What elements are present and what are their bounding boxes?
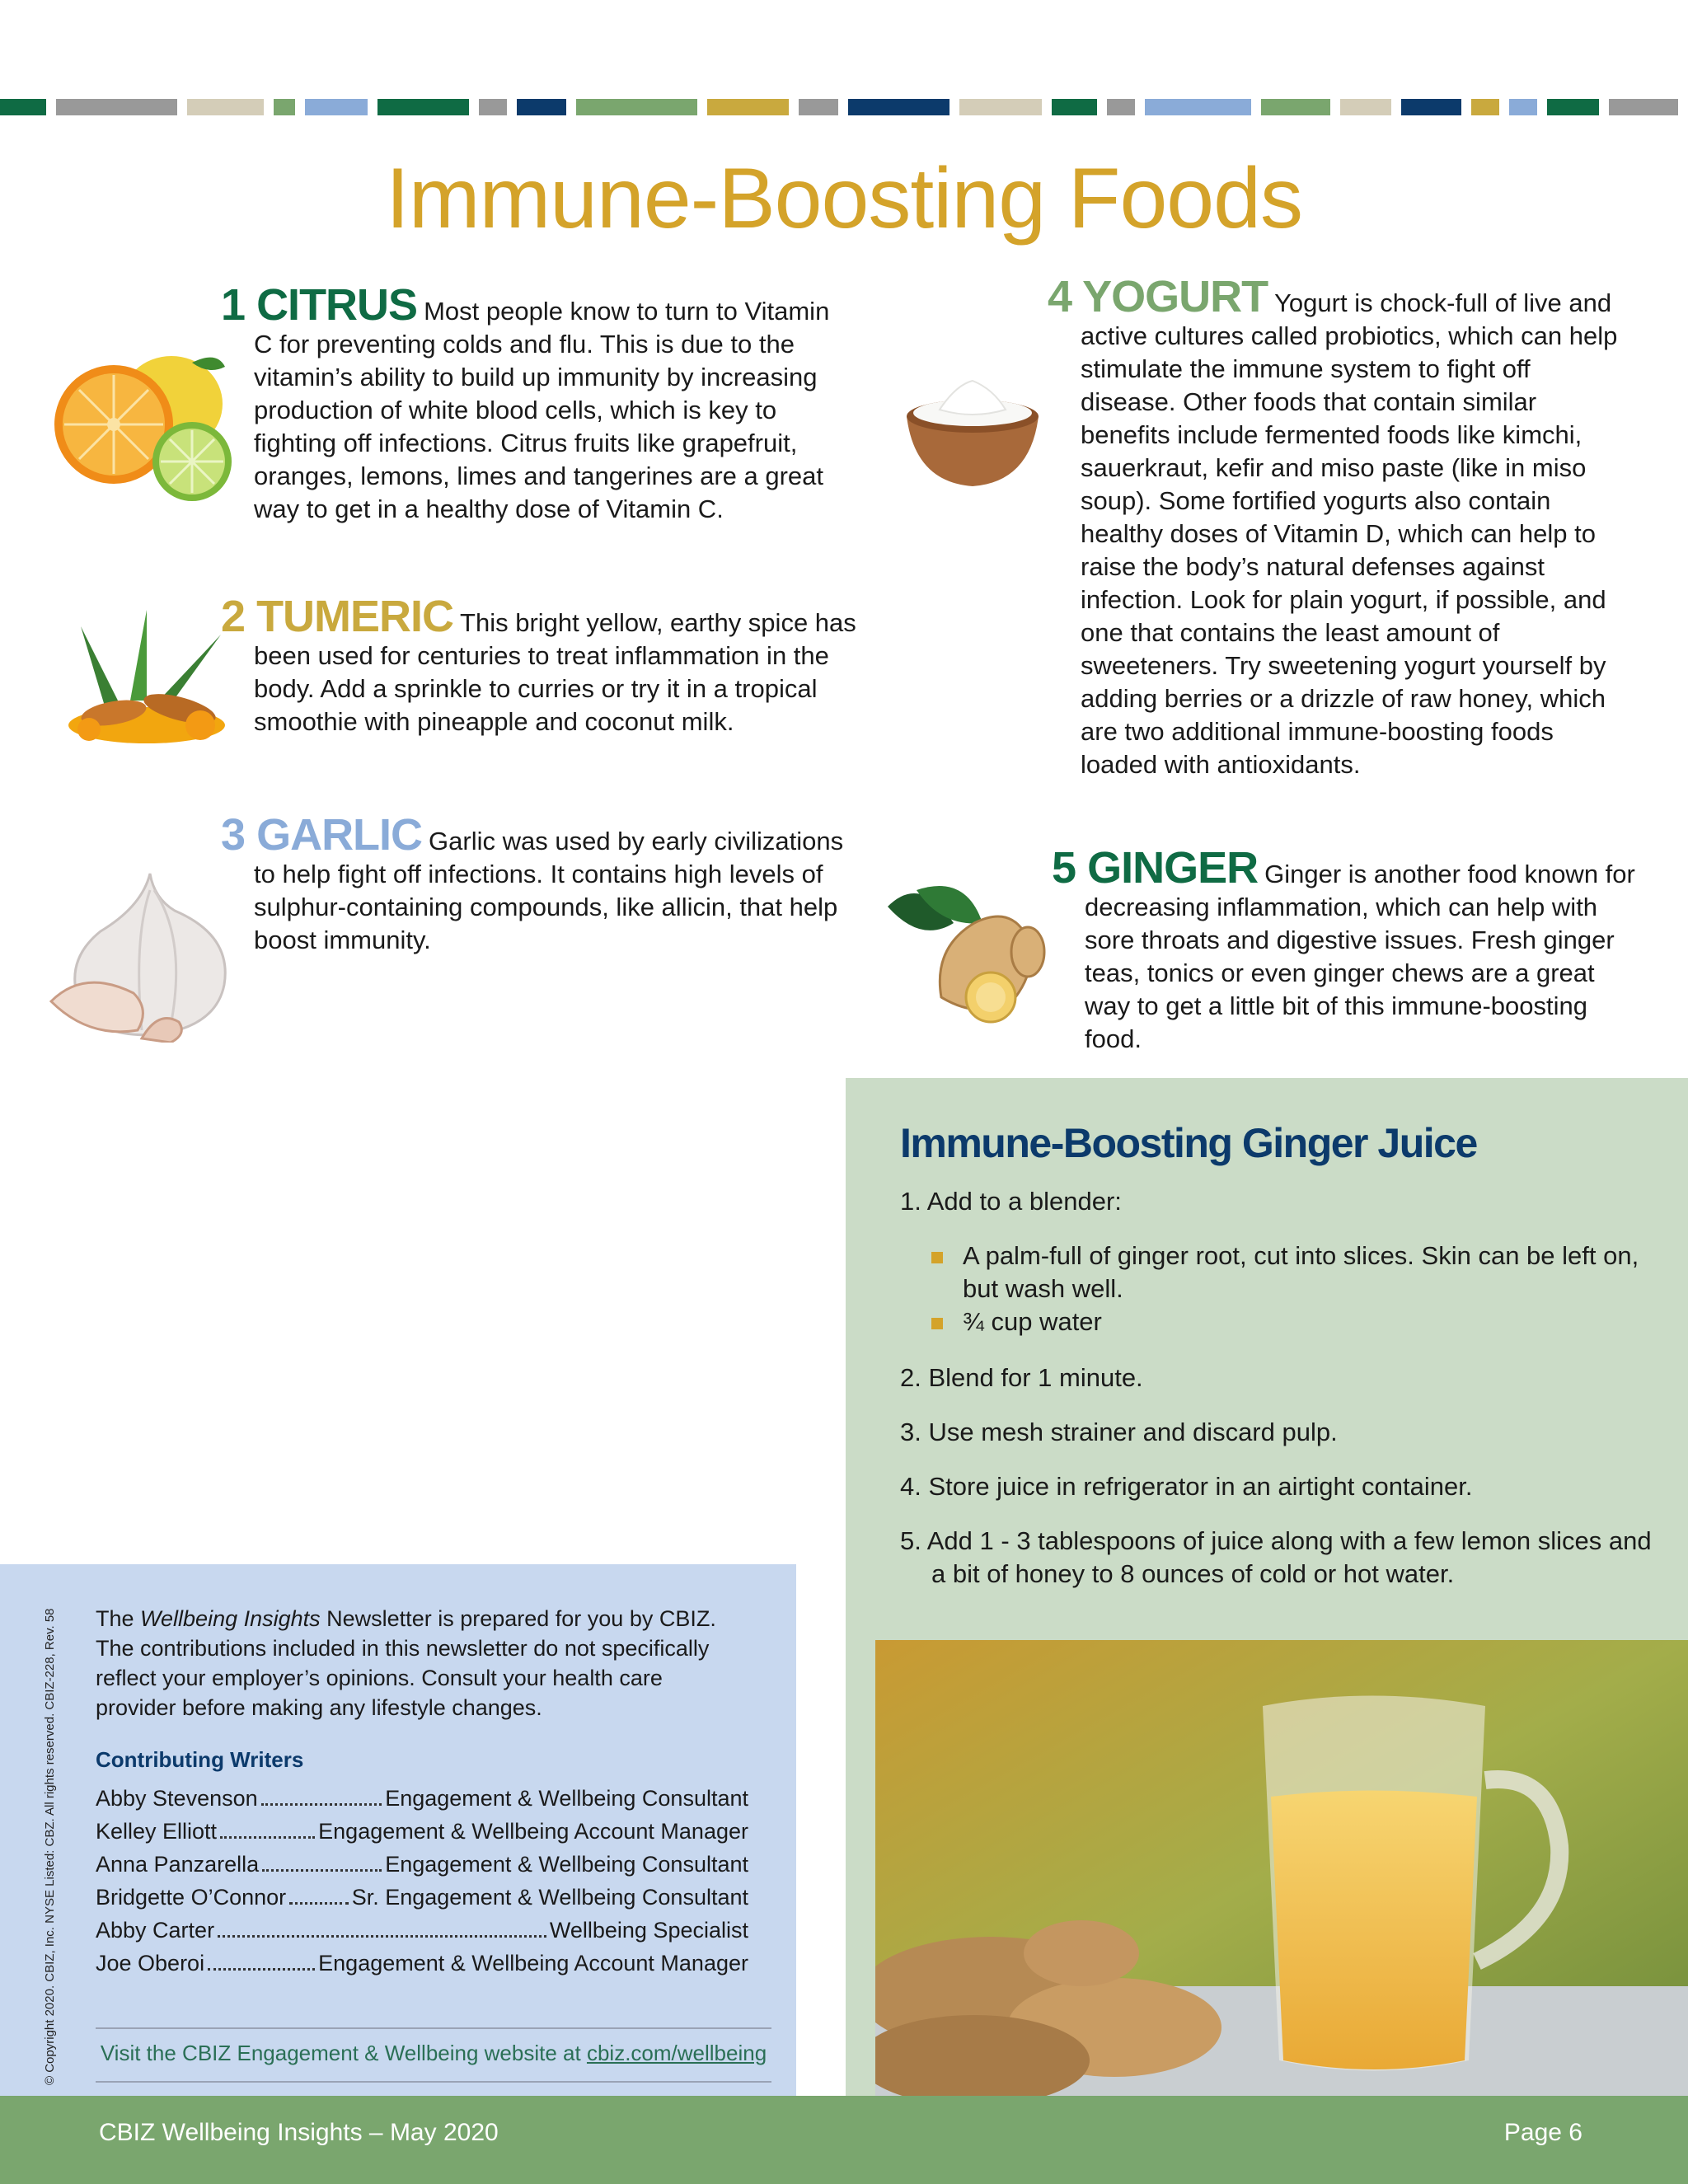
food-description: Ginger is another food known for decreasing inflammation, which can help with sore throats and digestive issues. Fresh ginger teas, tonics or even ginger chews are a great way to get a little bit of this immune-boosting food. [1085,860,1635,1053]
copyright-notice: © Copyright 2020. CBIZ, Inc. NYSE Listed: CBZ. All rights reserved. CBIZ-228, Rev. 58 [43,1608,57,2085]
citrus-fruit-icon [48,346,237,503]
stripe-segment [1609,99,1678,115]
stripe-segment [56,99,177,115]
contributor-row: Joe Oberoi Engagement & Wellbeing Account Manager [96,1951,748,1975]
food-description: Most people know to turn to Vitamin C for preventing colds and flu. This is due to the vitamin’s ability to build up immunity by increasing production of white blood cells, which is key to fighting off infections. Citrus fruits like grapefruit, oranges, lemons, limes and tangerines are a great way to get in a healthy dose of Vitamin C. [254,297,830,523]
stripe-segment [799,99,838,115]
stripe-segment [1471,99,1499,115]
food-item-garlic [221,810,847,957]
recipe-steps [900,1185,1658,1612]
divider [96,2081,771,2083]
food-heading: 4 YOGURT [1048,272,1268,321]
food-item-ginger [1052,843,1645,1056]
newsletter-info-box [0,1564,796,2096]
stripe-segment [0,99,46,115]
stripe-segment [479,99,507,115]
website-note: Visit the CBIZ Engagement & Wellbeing website at cbiz.com/wellbeing [100,2041,767,2065]
color-stripe [0,99,1688,115]
stripe-segment [305,99,368,115]
stripe-segment [1052,99,1098,115]
stripe-segment [848,99,950,115]
stripe-segment [187,99,264,115]
stripe-segment [1340,99,1391,115]
stripe-segment [1145,99,1251,115]
contributor-row: Abby Stevenson Engagement & Wellbeing Consultant [96,1786,748,1811]
yogurt-bowl-icon [898,350,1047,499]
recipe-title: Immune-Boosting Ginger Juice [900,1120,1477,1166]
garlic-icon [43,865,241,1043]
stripe-segment [517,99,566,115]
stripe-segment [377,99,469,115]
food-heading: 3 GARLIC [221,810,423,860]
recipe-step: 4. Store juice in refrigerator in an airtight container. [900,1472,1473,1501]
ginger-root-icon [884,874,1073,1026]
recipe-step: 3. Use mesh strainer and discard pulp. [900,1418,1338,1446]
food-item-yogurt [1048,272,1625,781]
ingredient-item: A palm-full of ginger root, cut into slices. Skin can be left on, but wash well. [931,1240,1658,1305]
contributor-row: Kelley Elliott Engagement & Wellbeing Account Manager [96,1819,748,1844]
stripe-segment [707,99,789,115]
contributor-row: Abby Carter Wellbeing Specialist [96,1918,748,1943]
ginger-juice-photo [875,1640,1688,2096]
footer-newsletter-title: CBIZ Wellbeing Insights – May 2020 [99,2119,499,2146]
stripe-segment [576,99,697,115]
stripe-segment [959,99,1041,115]
contributor-row: Anna Panzarella Engagement & Wellbeing Consultant [96,1852,748,1877]
food-item-tumeric [221,592,864,738]
stripe-segment [1401,99,1462,115]
stripe-segment [1547,99,1600,115]
food-description: Garlic was used by early civilizations to help fight off infections. It contains high levels of sulphur-containing compounds, like allicin, that help boost immunity. [254,827,844,954]
food-heading: 2 TUMERIC [221,592,454,641]
ingredient-item: ¾ cup water [931,1305,1658,1338]
stripe-segment [1509,99,1537,115]
contributor-row: Bridgette O’Connor Sr. Engagement & Wellbeing Consultant [96,1885,748,1910]
stripe-segment [1261,99,1330,115]
stripe-segment [274,99,295,115]
stripe-segment [1107,99,1135,115]
page-footer [0,2096,1688,2184]
food-heading: 5 GINGER [1052,843,1259,893]
contributors-list [96,1782,748,1980]
page-title: Immune-Boosting Foods [386,151,1302,246]
newsletter-disclaimer: The Wellbeing Insights Newsletter is prepared for you by CBIZ. The contributions included in this newsletter do not specifically reflect your employer’s opinions. Consult your health care provider before making any lifestyle changes. [96,1606,716,1720]
food-description: This bright yellow, earthy spice has been used for centuries to treat inflammation in the body. Add a sprinkle to curries or try it in a tropical smoothie with pineapple and coconut milk. [254,608,856,736]
food-heading: 1 CITRUS [221,280,418,330]
recipe-step: 5. Add 1 - 3 tablespoons of juice along with a few lemon slices and a bit of honey to 8 ounces of cold or hot water. [900,1526,1652,1588]
page-number: Page 6 [1503,2119,1582,2146]
food-item-citrus [221,280,847,526]
contributors-title: Contributing Writers [96,1747,304,1772]
divider [96,2027,771,2029]
ingredient-list [931,1240,1658,1338]
recipe-step: 1. Add to a blender: [900,1187,1122,1216]
turmeric-icon [56,610,237,750]
recipe-step: 2. Blend for 1 minute. [900,1363,1143,1392]
website-link[interactable]: cbiz.com/wellbeing [586,2041,767,2065]
food-description: Yogurt is chock-full of live and active cultures called probiotics, which can help stimulate the immune system to fight off disease. Other foods that contain similar benefits include fermented foods like kimchi, sauerkraut, kefir and miso paste (like in miso soup). Some fortified yogurts also contain healthy doses of Vitamin D, which can help to raise the body’s natural defenses against infection. Look for plain yogurt, if possible, and one that contains the least amount of sweeteners. Try sweetening yogurt yourself by adding berries or a drizzle of raw honey, which are two additional immune-boosting foods loaded with antioxidants. [1081,288,1618,779]
